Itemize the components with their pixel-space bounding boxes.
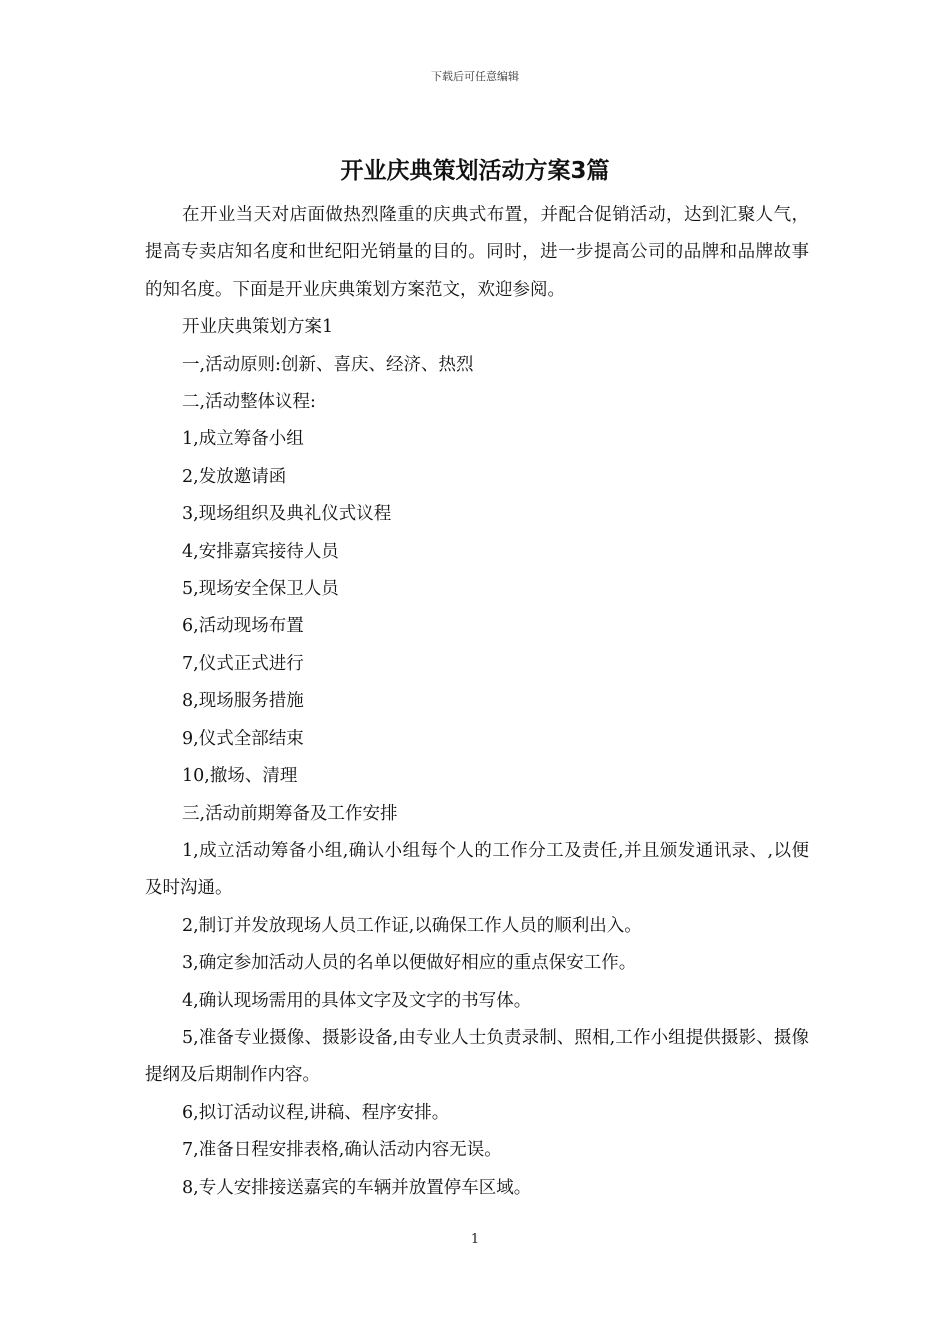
agenda-item: 10,撤场、清理 [182, 766, 298, 787]
preparation-item: 1,成立活动筹备小组,确认小组每个人的工作分工及责任,并且颁发通讯录、,以便及时沟通。 [145, 840, 809, 899]
page-number: 1 [470, 1232, 480, 1247]
agenda-item: 5,现场安全保卫人员 [182, 579, 339, 600]
preparation-item: 6,拟订活动议程,讲稿、程序安排。 [182, 1102, 450, 1123]
agenda-item: 2,发放邀请函 [182, 466, 287, 487]
section-heading-plan-1: 开业庆典策划方案1 [182, 317, 334, 338]
preparation-item: 5,准备专业摄像、摄影设备,由专业人士负责录制、照相,工作小组提供摄影、摄像提纲及后期制作内容。 [145, 1027, 809, 1086]
agenda-item: 1,成立筹备小组 [182, 429, 304, 450]
agenda-item: 6,活动现场布置 [182, 616, 304, 637]
preparation-item: 3,确定参加活动人员的名单以便做好相应的重点保安工作。 [182, 953, 637, 974]
agenda-heading: 二,活动整体议程: [182, 392, 316, 413]
preparation-item: 4,确认现场需用的具体文字及文字的书写体。 [182, 990, 532, 1011]
agenda-item: 3,现场组织及典礼仪式议程 [182, 504, 392, 525]
principle-line: 一,活动原则:创新、喜庆、经济、热烈 [182, 354, 474, 375]
agenda-item: 9,仪式全部结束 [182, 728, 304, 749]
intro-paragraph: 在开业当天对店面做热烈隆重的庆典式布置，并配合促销活动，达到汇聚人气，提高专卖店知名度和世纪阳光销量的目的。同时，进一步提高公司的品牌和品牌故事的知名度。下面是开业庆典策划方案范文，欢迎参阅。 [145, 205, 809, 300]
document-title: 开业庆典策划活动方案3篇 [340, 158, 610, 184]
preparation-item: 7,准备日程安排表格,确认活动内容无误。 [182, 1140, 502, 1161]
agenda-item: 4,安排嘉宾接待人员 [182, 541, 339, 562]
document-body [145, 197, 809, 1207]
preparation-heading: 三,活动前期筹备及工作安排 [182, 803, 398, 824]
preparation-item: 8,专人安排接送嘉宾的车辆并放置停车区域。 [182, 1177, 532, 1198]
agenda-item: 7,仪式正式进行 [182, 653, 304, 674]
agenda-item: 8,现场服务措施 [182, 691, 304, 712]
header-note: 下载后可任意编辑 [431, 70, 519, 83]
preparation-item: 2,制订并发放现场人员工作证,以确保工作人员的顺利出入。 [182, 915, 642, 936]
